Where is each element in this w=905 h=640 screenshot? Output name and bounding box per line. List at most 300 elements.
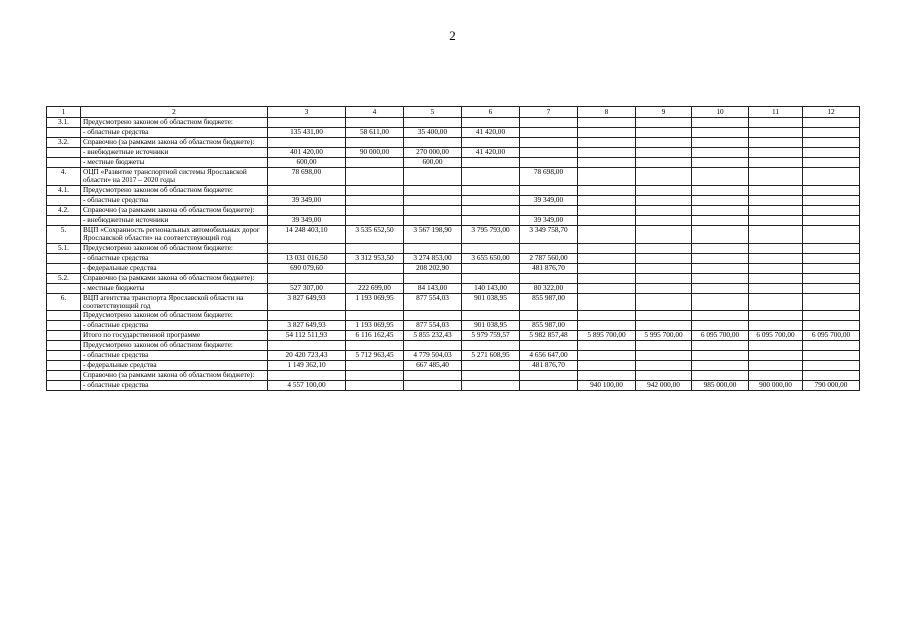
row-number: 5.1. [47, 243, 81, 253]
value-cell [520, 243, 578, 253]
value-cell: 41 420,00 [462, 148, 520, 158]
value-cell: 600,00 [268, 158, 346, 168]
value-cell: 481 876,70 [520, 263, 578, 273]
value-cell [346, 371, 404, 381]
value-cell [803, 293, 860, 311]
row-name: Справочно (за рамками закона об областном бюджете): [81, 273, 268, 283]
row-number: 6. [47, 293, 81, 311]
table-row [47, 215, 860, 225]
value-cell: 3 349 758,70 [520, 225, 578, 243]
value-cell: 3 795 793,00 [462, 225, 520, 243]
header-row [47, 107, 860, 118]
value-cell [692, 158, 749, 168]
value-cell [803, 225, 860, 243]
column-header: 3 [268, 107, 346, 118]
value-cell [636, 283, 692, 293]
value-cell [692, 128, 749, 138]
value-cell [346, 361, 404, 371]
value-cell [692, 225, 749, 243]
row-name: Справочно (за рамками закона об областном бюджете): [81, 371, 268, 381]
table-row [47, 168, 860, 186]
row-name: - областные средства [81, 253, 268, 263]
value-cell [346, 263, 404, 273]
value-cell [578, 273, 636, 283]
value-cell [636, 138, 692, 148]
row-number [47, 215, 81, 225]
value-cell [346, 381, 404, 391]
value-cell: 5 995 700,00 [636, 331, 692, 341]
row-name: Предусмотрено законом об областном бюджете: [81, 243, 268, 253]
value-cell: 1 149 362,10 [268, 361, 346, 371]
value-cell: 985 000,00 [692, 381, 749, 391]
row-number: 5. [47, 225, 81, 243]
value-cell [462, 138, 520, 148]
value-cell [268, 273, 346, 283]
table-row [47, 283, 860, 293]
row-name: - областные средства [81, 128, 268, 138]
value-cell [268, 311, 346, 321]
value-cell [636, 118, 692, 128]
row-number [47, 148, 81, 158]
table-row [47, 351, 860, 361]
value-cell [636, 321, 692, 331]
table-row [47, 118, 860, 128]
column-header: 11 [749, 107, 803, 118]
value-cell [692, 263, 749, 273]
value-cell [636, 243, 692, 253]
value-cell [346, 185, 404, 195]
table-row [47, 361, 860, 371]
value-cell: 78 698,00 [520, 168, 578, 186]
table-row [47, 243, 860, 253]
column-header: 12 [803, 107, 860, 118]
value-cell [749, 205, 803, 215]
value-cell [803, 371, 860, 381]
row-name: Предусмотрено законом об областном бюджете: [81, 185, 268, 195]
value-cell: 877 554,03 [404, 321, 462, 331]
value-cell [636, 361, 692, 371]
value-cell [462, 195, 520, 205]
value-cell: 39 349,00 [520, 195, 578, 205]
row-name: - областные средства [81, 321, 268, 331]
value-cell [636, 168, 692, 186]
page-number: 2 [449, 28, 456, 43]
value-cell [462, 205, 520, 215]
value-cell [749, 118, 803, 128]
value-cell [803, 361, 860, 371]
row-name: ВЦП агентства транспорта Ярославской области на соответствующий год [81, 293, 268, 311]
value-cell [749, 263, 803, 273]
row-number [47, 381, 81, 391]
row-name: - областные средства [81, 381, 268, 391]
value-cell [749, 128, 803, 138]
column-header: 8 [578, 107, 636, 118]
value-cell [692, 371, 749, 381]
value-cell [636, 205, 692, 215]
value-cell [803, 148, 860, 158]
value-cell [462, 185, 520, 195]
value-cell: 54 112 511,93 [268, 331, 346, 341]
value-cell [692, 243, 749, 253]
value-cell [462, 243, 520, 253]
value-cell: 3 827 649,93 [268, 293, 346, 311]
value-cell [520, 273, 578, 283]
column-header: 1 [47, 107, 81, 118]
row-number: 4. [47, 168, 81, 186]
column-header: 7 [520, 107, 578, 118]
value-cell: 80 322,00 [520, 283, 578, 293]
value-cell: 1 193 069,95 [346, 321, 404, 331]
value-cell [520, 128, 578, 138]
value-cell [404, 381, 462, 391]
value-cell [268, 371, 346, 381]
value-cell: 901 038,95 [462, 293, 520, 311]
value-cell [692, 351, 749, 361]
value-cell [749, 293, 803, 311]
row-number [47, 263, 81, 273]
value-cell [636, 253, 692, 263]
value-cell [692, 168, 749, 186]
row-number [47, 158, 81, 168]
value-cell [636, 263, 692, 273]
value-cell [404, 138, 462, 148]
value-cell [346, 341, 404, 351]
column-header: 10 [692, 107, 749, 118]
value-cell [692, 283, 749, 293]
value-cell: 690 079,60 [268, 263, 346, 273]
row-name: - внебюджетные источники [81, 215, 268, 225]
value-cell [346, 243, 404, 253]
value-cell: 401 420,00 [268, 148, 346, 158]
row-number [47, 195, 81, 205]
value-cell [462, 118, 520, 128]
value-cell [749, 168, 803, 186]
value-cell: 1 193 069,95 [346, 293, 404, 311]
value-cell [578, 243, 636, 253]
row-number: 4.1. [47, 185, 81, 195]
value-cell [578, 118, 636, 128]
value-cell: 6 095 700,00 [692, 331, 749, 341]
value-cell [462, 341, 520, 351]
value-cell [803, 195, 860, 205]
table-row [47, 205, 860, 215]
row-name: - местные бюджеты [81, 283, 268, 293]
row-number [47, 311, 81, 321]
value-cell [404, 168, 462, 186]
value-cell [692, 341, 749, 351]
row-name: Предусмотрено законом об областном бюджете: [81, 311, 268, 321]
value-cell [404, 243, 462, 253]
value-cell [346, 273, 404, 283]
value-cell [749, 341, 803, 351]
value-cell [346, 215, 404, 225]
row-name: Итого по государственной программе [81, 331, 268, 341]
value-cell: 3 535 652,50 [346, 225, 404, 243]
row-name: - областные средства [81, 351, 268, 361]
table-row [47, 148, 860, 158]
row-name: Справочно (за рамками закона об областном бюджете): [81, 205, 268, 215]
value-cell [749, 311, 803, 321]
value-cell: 5 895 700,00 [578, 331, 636, 341]
value-cell [346, 168, 404, 186]
value-cell [462, 361, 520, 371]
value-cell: 3 567 198,90 [404, 225, 462, 243]
value-cell: 39 349,00 [268, 215, 346, 225]
value-cell [520, 118, 578, 128]
table-row [47, 381, 860, 391]
value-cell [803, 118, 860, 128]
value-cell [636, 341, 692, 351]
value-cell [749, 321, 803, 331]
value-cell [578, 128, 636, 138]
value-cell [636, 128, 692, 138]
value-cell [578, 283, 636, 293]
value-cell [268, 185, 346, 195]
table-row [47, 185, 860, 195]
value-cell: 4 557 100,00 [268, 381, 346, 391]
value-cell [578, 371, 636, 381]
value-cell [404, 341, 462, 351]
table-row [47, 331, 860, 341]
value-cell [803, 205, 860, 215]
value-cell: 3 827 649,93 [268, 321, 346, 331]
value-cell: 901 038,95 [462, 321, 520, 331]
value-cell [749, 215, 803, 225]
value-cell: 90 000,00 [346, 148, 404, 158]
value-cell [636, 158, 692, 168]
row-number [47, 253, 81, 263]
value-cell [749, 351, 803, 361]
table-row [47, 253, 860, 263]
row-name: ОЦП «Развитие транспортной системы Ярославской области» на 2017 – 2020 годы [81, 168, 268, 186]
value-cell [578, 311, 636, 321]
value-cell [692, 185, 749, 195]
value-cell: 6 116 162,45 [346, 331, 404, 341]
value-cell: 5 982 857,48 [520, 331, 578, 341]
value-cell [692, 321, 749, 331]
value-cell: 14 248 403,10 [268, 225, 346, 243]
value-cell [803, 321, 860, 331]
value-cell [520, 138, 578, 148]
value-cell [520, 381, 578, 391]
value-cell [346, 118, 404, 128]
row-name: Предусмотрено законом об областном бюджете: [81, 118, 268, 128]
row-number: 3.1. [47, 118, 81, 128]
value-cell: 900 000,00 [749, 381, 803, 391]
value-cell: 942 000,00 [636, 381, 692, 391]
value-cell [692, 215, 749, 225]
value-cell [803, 243, 860, 253]
value-cell: 20 420 723,43 [268, 351, 346, 361]
value-cell [578, 185, 636, 195]
value-cell [578, 293, 636, 311]
value-cell [803, 253, 860, 263]
value-cell [462, 273, 520, 283]
row-name: - местные бюджеты [81, 158, 268, 168]
value-cell: 855 987,00 [520, 293, 578, 311]
value-cell [404, 205, 462, 215]
value-cell: 6 095 700,00 [803, 331, 860, 341]
value-cell [636, 148, 692, 158]
value-cell [692, 273, 749, 283]
value-cell: 13 031 016,50 [268, 253, 346, 263]
value-cell [520, 185, 578, 195]
table-row [47, 195, 860, 205]
value-cell: 135 431,00 [268, 128, 346, 138]
table-row [47, 371, 860, 381]
column-header: 4 [346, 107, 404, 118]
value-cell [462, 158, 520, 168]
value-cell: 35 400,00 [404, 128, 462, 138]
value-cell [578, 205, 636, 215]
value-cell [692, 361, 749, 371]
table-row [47, 273, 860, 283]
value-cell [520, 341, 578, 351]
value-cell [749, 253, 803, 263]
row-name: Предусмотрено законом об областном бюджете: [81, 341, 268, 351]
value-cell: 855 987,00 [520, 321, 578, 331]
value-cell: 78 698,00 [268, 168, 346, 186]
value-cell: 3 312 953,50 [346, 253, 404, 263]
value-cell [803, 273, 860, 283]
row-number [47, 331, 81, 341]
value-cell [520, 158, 578, 168]
value-cell [749, 225, 803, 243]
table-row [47, 311, 860, 321]
row-name: - федеральные средства [81, 361, 268, 371]
value-cell [803, 128, 860, 138]
value-cell [803, 158, 860, 168]
value-cell [803, 341, 860, 351]
value-cell [749, 148, 803, 158]
value-cell: 39 349,00 [520, 215, 578, 225]
value-cell: 84 143,00 [404, 283, 462, 293]
row-number: 3.2. [47, 138, 81, 148]
value-cell: 3 655 650,00 [462, 253, 520, 263]
value-cell [803, 138, 860, 148]
row-number [47, 341, 81, 351]
row-name: Справочно (за рамками закона об областном бюджете): [81, 138, 268, 148]
value-cell [520, 371, 578, 381]
budget-table [46, 106, 860, 391]
value-cell [636, 371, 692, 381]
row-number [47, 321, 81, 331]
value-cell [749, 185, 803, 195]
table-row [47, 263, 860, 273]
table-row [47, 341, 860, 351]
value-cell [749, 158, 803, 168]
value-cell [520, 148, 578, 158]
row-number: 5.2. [47, 273, 81, 283]
value-cell [346, 195, 404, 205]
row-number [47, 128, 81, 138]
value-cell [578, 158, 636, 168]
column-header: 5 [404, 107, 462, 118]
value-cell: 4 656 647,00 [520, 351, 578, 361]
value-cell [803, 311, 860, 321]
value-cell: 5 979 759,57 [462, 331, 520, 341]
value-cell [346, 138, 404, 148]
value-cell: 208 202,90 [404, 263, 462, 273]
table-row [47, 138, 860, 148]
value-cell [749, 371, 803, 381]
row-name: ВЦП «Сохранность региональных автомобильных дорог Ярославской области» на соответствующий год [81, 225, 268, 243]
value-cell [803, 263, 860, 273]
value-cell [404, 118, 462, 128]
table-row [47, 225, 860, 243]
column-header: 2 [81, 107, 268, 118]
value-cell [578, 138, 636, 148]
table-row [47, 128, 860, 138]
value-cell [636, 273, 692, 283]
value-cell [636, 351, 692, 361]
value-cell [268, 118, 346, 128]
value-cell [692, 311, 749, 321]
value-cell [636, 215, 692, 225]
value-cell [636, 185, 692, 195]
value-cell: 4 779 504,03 [404, 351, 462, 361]
value-cell: 527 307,00 [268, 283, 346, 293]
value-cell [578, 321, 636, 331]
value-cell [578, 168, 636, 186]
value-cell: 790 000,00 [803, 381, 860, 391]
value-cell: 667 485,40 [404, 361, 462, 371]
value-cell [803, 283, 860, 293]
value-cell [578, 148, 636, 158]
value-cell [520, 205, 578, 215]
value-cell [749, 361, 803, 371]
value-cell [462, 215, 520, 225]
row-number: 4.2. [47, 205, 81, 215]
value-cell [692, 148, 749, 158]
value-cell [346, 311, 404, 321]
value-cell [692, 293, 749, 311]
value-cell [404, 273, 462, 283]
row-number [47, 371, 81, 381]
value-cell: 877 554,03 [404, 293, 462, 311]
value-cell [462, 311, 520, 321]
value-cell [462, 371, 520, 381]
value-cell [749, 273, 803, 283]
value-cell [268, 243, 346, 253]
value-cell: 600,00 [404, 158, 462, 168]
value-cell [268, 138, 346, 148]
value-cell [346, 158, 404, 168]
value-cell [520, 311, 578, 321]
value-cell [462, 168, 520, 186]
value-cell [692, 118, 749, 128]
value-cell [404, 311, 462, 321]
value-cell [404, 215, 462, 225]
value-cell: 6 095 700,00 [749, 331, 803, 341]
value-cell: 2 787 560,00 [520, 253, 578, 263]
value-cell: 41 420,00 [462, 128, 520, 138]
value-cell [636, 195, 692, 205]
column-header: 6 [462, 107, 520, 118]
row-number [47, 351, 81, 361]
value-cell [578, 263, 636, 273]
value-cell [404, 185, 462, 195]
column-header: 9 [636, 107, 692, 118]
value-cell: 270 000,00 [404, 148, 462, 158]
value-cell [578, 351, 636, 361]
value-cell [749, 243, 803, 253]
value-cell: 5 855 232,43 [404, 331, 462, 341]
value-cell [692, 138, 749, 148]
value-cell [749, 283, 803, 293]
value-cell: 5 712 963,45 [346, 351, 404, 361]
value-cell: 481 876,70 [520, 361, 578, 371]
